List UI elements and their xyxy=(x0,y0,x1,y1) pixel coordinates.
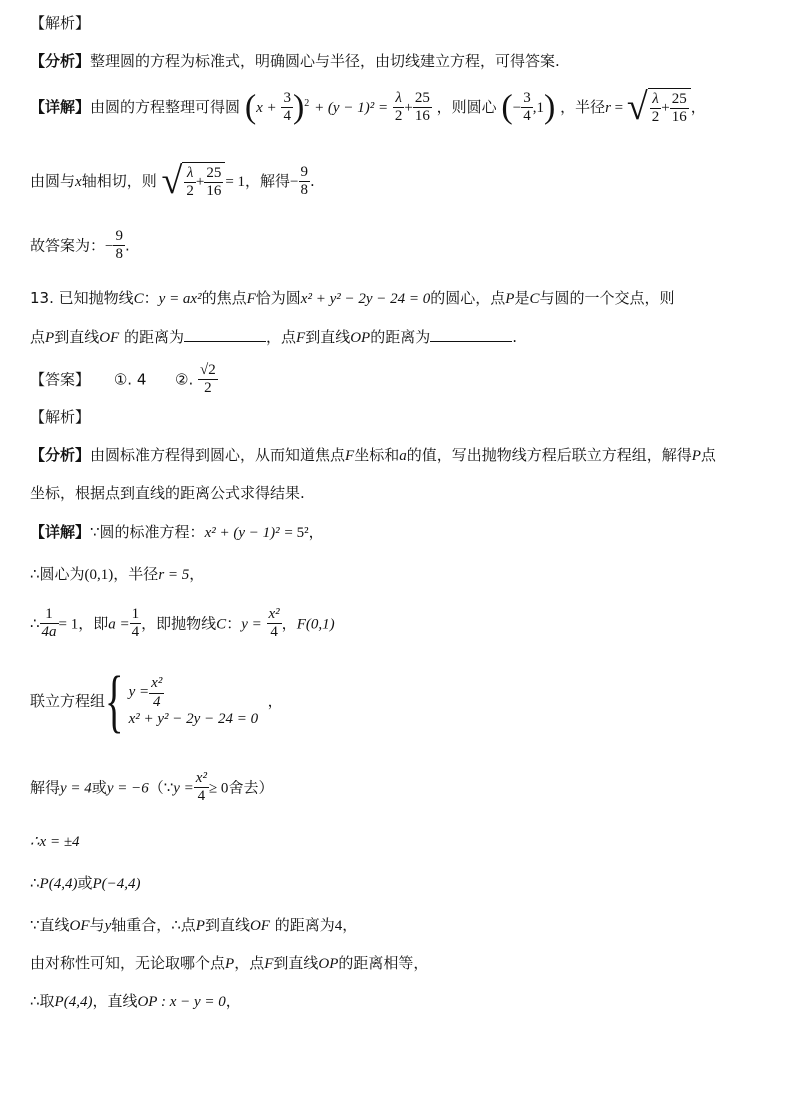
fraction-25-16: $\frac{25}{16}$ xyxy=(414,89,430,124)
answer-line-12: 故答案为：− $\frac{9}{8}$ . xyxy=(30,228,130,263)
section-label-analysis: 【解析】 xyxy=(30,14,91,32)
system-of-equations: 联立方程组{ y = $\frac{\text{x²}}{4}$ x² + y² − 2y − 24 = 0 ， xyxy=(30,663,283,740)
detail-13-line-6: ∴x = ±4 xyxy=(30,834,80,850)
analysis-line xyxy=(30,50,560,71)
eq-part-2: + (y − 1)² = xyxy=(314,99,389,116)
detail-13-line-9: 由对称性可知，无论取哪个点P，点F到直线OP的距离相等， xyxy=(30,954,429,972)
sqrt-tangent: √ $\frac{\lambda}{2}$ + $\frac{25}{16}$ xyxy=(161,162,225,201)
fraction-lambda-2: $\frac{\lambda}{2}$ xyxy=(394,89,403,124)
detail-13-line-10: ∴取P(4,4)，直线OP : x − y = 0， xyxy=(30,992,241,1010)
answer-blank-1[interactable] xyxy=(184,327,266,342)
eq-part: x + xyxy=(256,99,277,116)
analysis-text: 整理圆的方程为标准式，明确圆心与半径，由切线建立方程，可得答案. xyxy=(90,52,560,70)
paren-left: ( xyxy=(244,88,257,126)
detail-13-line-7: ∴P(4,4)或P(−4,4) xyxy=(30,874,141,892)
answer-blank-2[interactable] xyxy=(430,327,512,342)
analysis-13-line-1: 【分析】由圆标准方程得到圆心，从而知道焦点F坐标和a的值，写出抛物线方程后联立方程组，解得P点 xyxy=(30,446,716,464)
sqrt-radius: √ $\frac{\lambda}{2}$ + $\frac{25}{16}$ xyxy=(627,88,691,127)
detail-13-line-1: 【详解】∵圆的标准方程：x² + (y − 1)² = 5²， xyxy=(30,523,324,541)
analysis-tag: 【分析】 xyxy=(30,52,91,70)
detail-13-line-3: ∴ $\frac{1}{4a}$ = 1，即a = $\frac{1}{4}$ ，即抛物线C：y = $\frac{\text{x²}}{4}$ ，F(0,1) xyxy=(30,606,335,641)
detail-13-line-2: ∴圆心为(0,1)，半径r = 5， xyxy=(30,565,205,583)
question-13-line-1: 13. 已知抛物线C：y = ax²的焦点F恰为圆x² + y² − 2y − 24 = 0的圆心，点P是C与圆的一个交点，则 xyxy=(30,289,675,307)
detail-line-1: 【详解】由圆的方程整理可得圆 (x + $\frac{3}{4}$ )$^2$ + (y − 1)² = $\frac{\lambda}{2}$ + $\frac{25}{16}$ ，则圆心 (− $\frac{3}{4}$ ,1) ，半径r = √ $\frac{\lambda}{2}$ + $\frac{25}{16}$ ， xyxy=(30,86,706,128)
section-label-analysis-13: 【解析】 xyxy=(30,408,91,426)
fraction-9-8: $\frac{9}{8}$ xyxy=(300,163,309,198)
detail-text-a: 由圆的方程整理可得圆 xyxy=(90,97,241,116)
detail-tag: 【详解】 xyxy=(30,97,91,116)
question-13-line-2: 点P到直线OF 的距离为 ，点F到直线OP的距离为 . xyxy=(30,328,517,346)
paren-right: ) xyxy=(292,88,305,126)
detail-13-line-5: 解得y = 4或y = −6（∵y = $\frac{\text{x²}}{4}$ ≥ 0舍去） xyxy=(30,770,274,805)
answer-line-13: 【答案】 ①. 4 ②. $\frac{√2}{2}$ xyxy=(30,362,216,397)
fraction-1-4a: $\frac{1}{4a}$ xyxy=(41,606,57,641)
fraction-x2-4: $\frac{\text{x²}}{4}$ xyxy=(268,606,280,641)
detail-13-line-8: ∵直线OF与y轴重合，∴点P到直线OF 的距离为4， xyxy=(30,916,358,934)
fraction-3-4: $\frac{3}{4}$ xyxy=(283,89,291,124)
detail-line-2: 由圆与x轴相切，则 √ $\frac{\lambda}{2}$ + $\frac{25}{16}$ = 1，解得− $\frac{9}{8}$ . xyxy=(30,160,315,202)
fraction-9-8-answer: $\frac{9}{8}$ xyxy=(115,228,123,263)
fraction-3-4b: $\frac{3}{4}$ xyxy=(523,89,531,124)
detail-text-b: ，则圆心 xyxy=(436,97,497,116)
detail-text-c: ，半径 xyxy=(560,97,606,116)
fraction-root2-2: $\frac{√2}{2}$ xyxy=(200,362,216,397)
fraction-1-4: $\frac{1}{4}$ xyxy=(131,606,140,641)
analysis-13-line-2: 坐标，根据点到直线的距离公式求得结果. xyxy=(30,484,305,502)
